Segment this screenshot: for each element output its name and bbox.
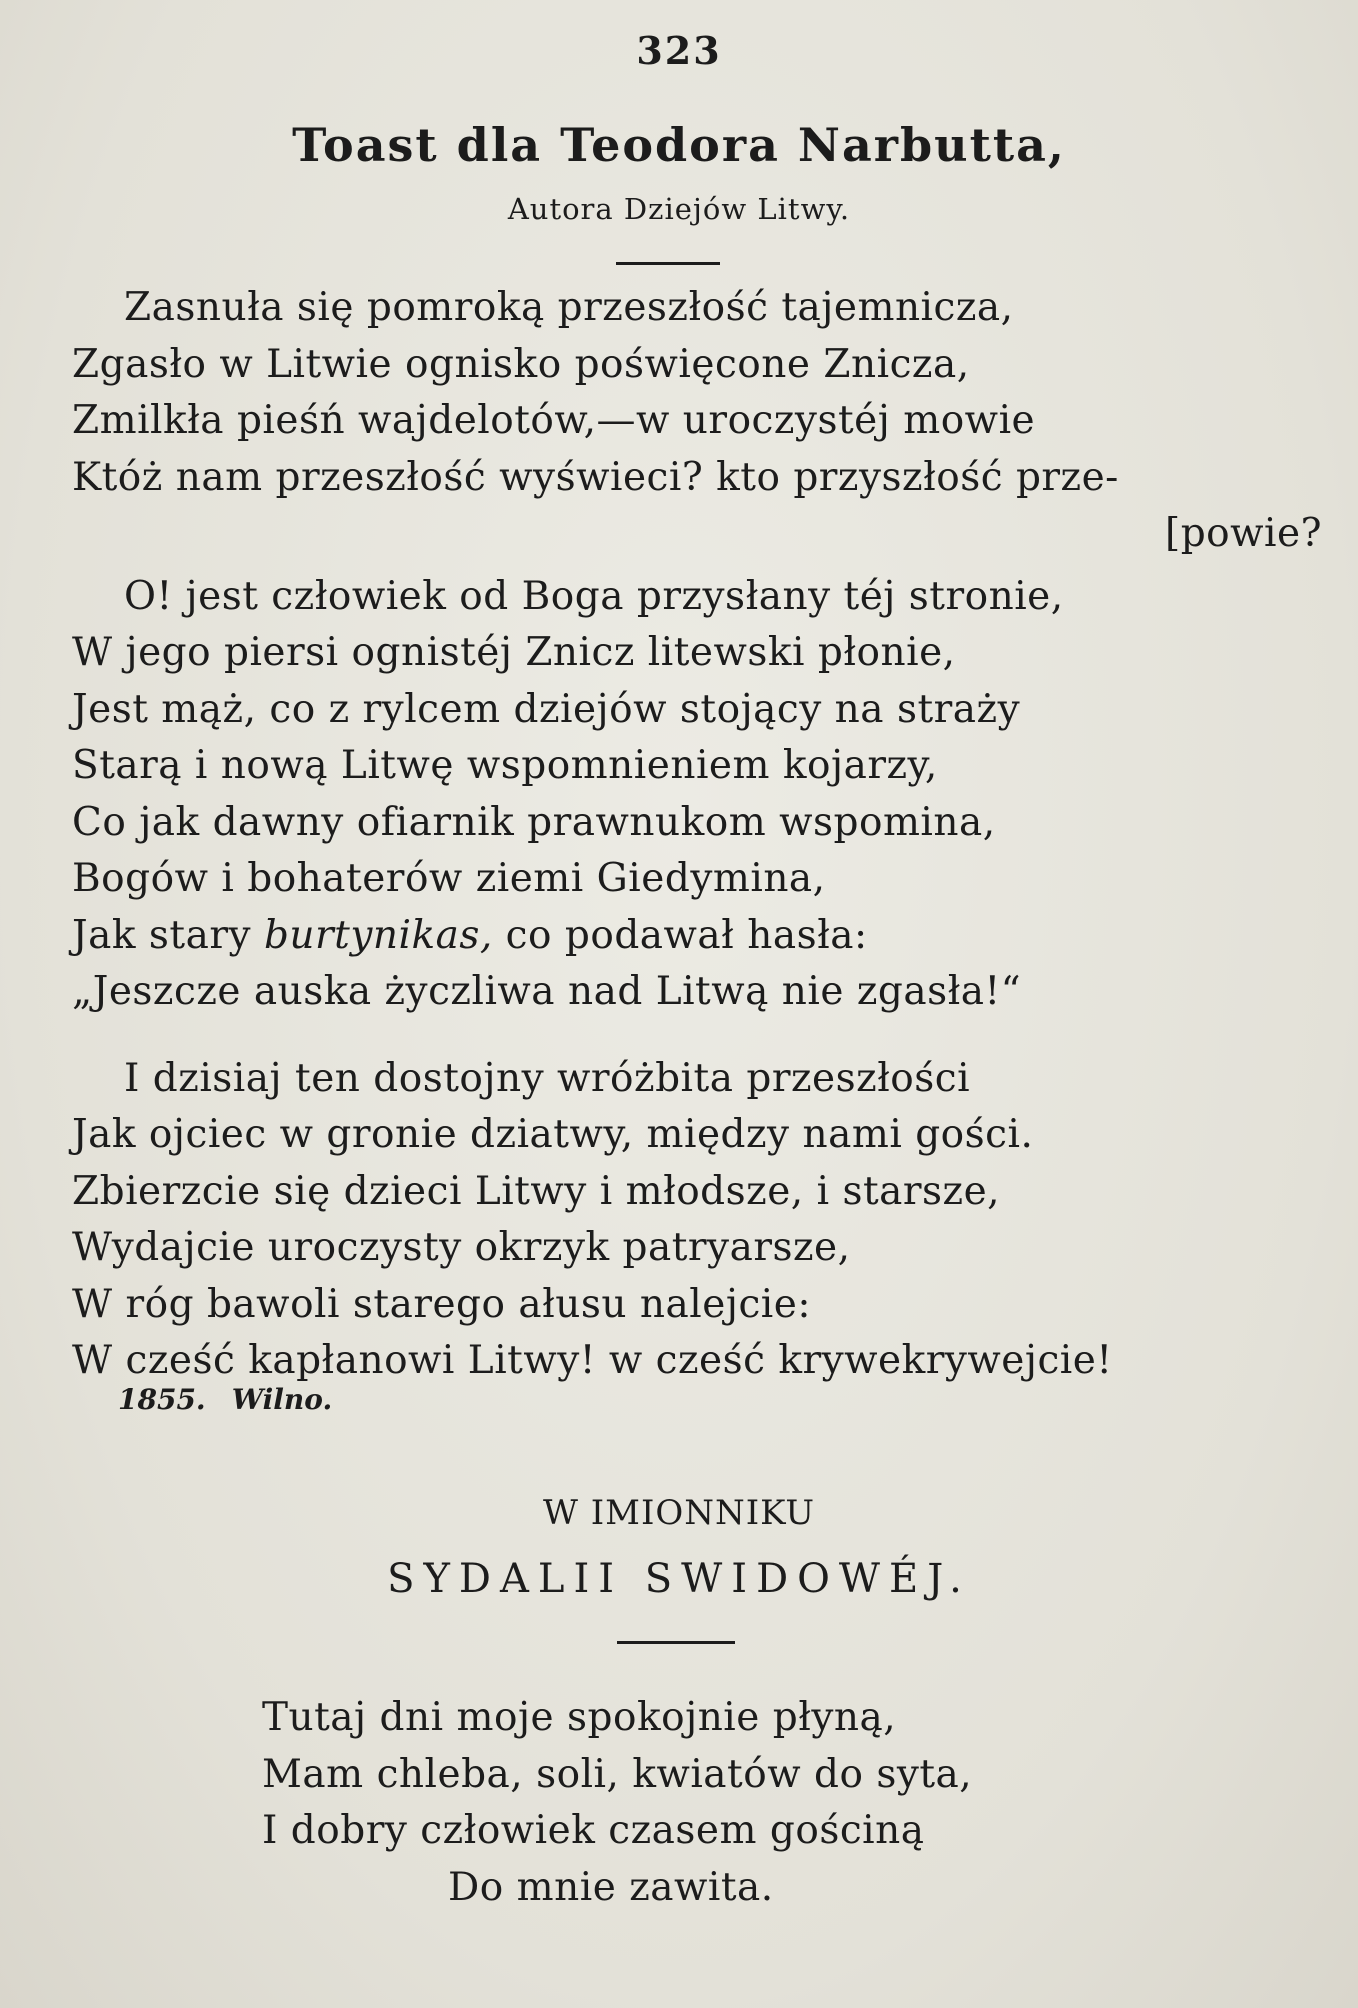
verse-line: Wydajcie uroczysty okrzyk patryarsze, (72, 1225, 851, 1270)
verse-line: Tutaj dni moje spokojnie płyną, (262, 1695, 897, 1740)
verse-line: Zmilkła pieśń wajdelotów,—w uroczystéj mowie (72, 398, 1036, 443)
stanza-1 (72, 280, 1322, 563)
italic-word: burtynikas, (263, 912, 493, 958)
stanza-3 (72, 1051, 1322, 1390)
verse-line-short: Do mnie zawita. (448, 1864, 774, 1910)
verse-line: Zgasło w Litwie ognisko poświęcone Znicza, (72, 341, 970, 387)
verse-line: Zasnuła się pomroką przeszłość tajemnicza, (124, 285, 1014, 330)
verse-line: W cześć kapłanowi Litwy! w cześć krywekrywejcie! (72, 1338, 1113, 1383)
poem-title: Toast dla Teodora Narbutta, (292, 118, 1066, 172)
verse-text: co podawał hasła: (492, 912, 868, 958)
verse-line: Któż nam przeszłość wyświeci? kto przyszłość prze- (72, 454, 1119, 500)
verse-line-quote: „Jeszcze auska życzliwa nad Litwą nie zgasła!“ (72, 969, 1022, 1014)
poem-subtitle: Autora Dziejów Litwy. (507, 192, 851, 226)
page-number: 323 (636, 28, 722, 73)
verse-line: O! jest człowiek od Boga przysłany téj stronie, (124, 573, 1064, 619)
verse-line: Jak ojciec w gronie dziatwy, między nami gości. (72, 1112, 1034, 1157)
poem-date-place (118, 1383, 332, 1416)
verse-line: W róg bawoli starego ałusu nalejcie: (72, 1281, 811, 1327)
verse-line: Mam chleba, soli, kwiatów do syta, (262, 1751, 973, 1797)
verse-line (72, 908, 1322, 965)
poem-body (72, 280, 1322, 1390)
verse-line: Bogów i bohaterów ziemi Giedymina, (72, 856, 826, 901)
stanza-2 (72, 569, 1322, 1021)
second-poem-heading: W IMIONNIKU (542, 1493, 816, 1533)
verse-line: W jego piersi ognistéj Znicz litewski płonie, (72, 630, 956, 675)
verse-line: I dobry człowiek czasem gościną (262, 1808, 925, 1853)
verse-text: Jak stary (72, 912, 264, 958)
verse-line-continuation: [powie? (1164, 511, 1322, 556)
verse-line: Co jak dawny ofiarnik prawnukom wspomina, (72, 799, 996, 845)
poem-place: Wilno. (231, 1383, 333, 1416)
second-title-divider (617, 1641, 735, 1644)
title-divider (616, 262, 720, 265)
verse-line: Zbierzcie się dzieci Litwy i młodsze, i starsze, (72, 1168, 1001, 1214)
verse-line: I dzisiaj ten dostojny wróżbita przeszłości (124, 1055, 971, 1101)
verse-line: Starą i nową Litwę wspomnieniem kojarzy, (72, 743, 938, 788)
second-poem-title: SYDALII SWIDOWÉJ. (387, 1556, 971, 1602)
second-poem-body (262, 1690, 1262, 1916)
poem-date: 1855. (118, 1383, 206, 1416)
verse-line: Jest mąż, co z rylcem dziejów stojący na straży (72, 686, 1021, 732)
